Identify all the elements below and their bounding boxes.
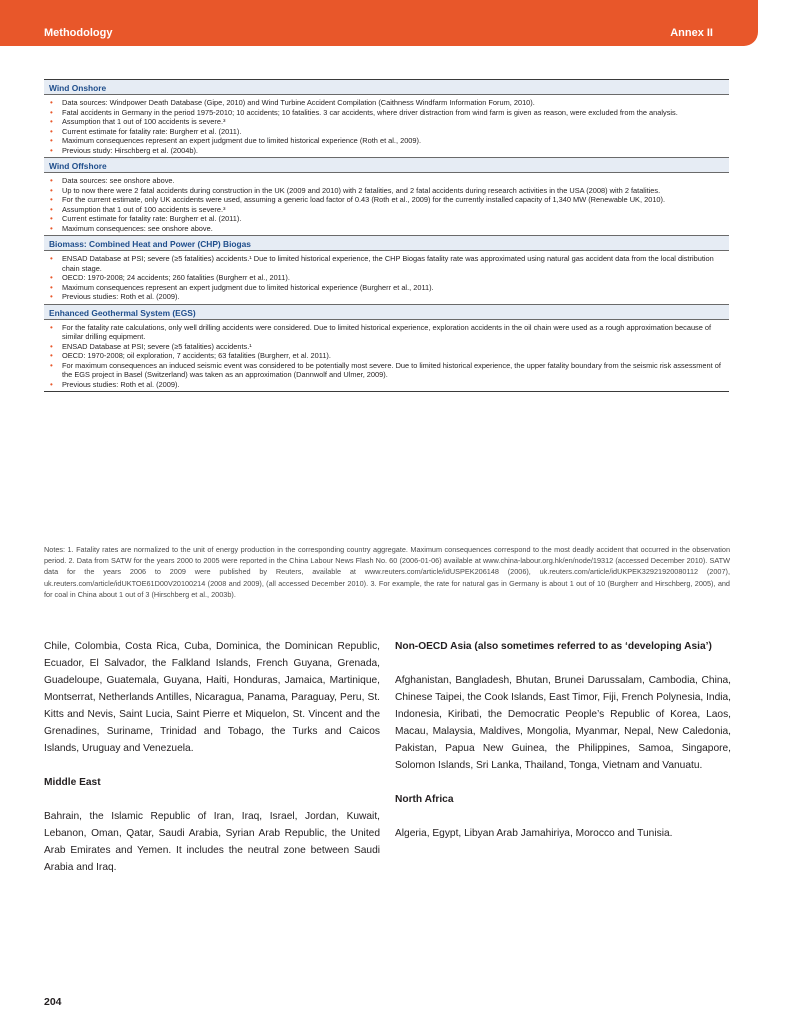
latin-america-countries: Chile, Colombia, Costa Rica, Cuba, Dominica, the Dominican Republic, Ecuador, El Salvador, the Falkland Islands, French Guyana, Grenada, Guadeloupe, Guatemala, Guyana, Haiti, Honduras, Jamaica, Martinique, Montserrat, Netherlands Antilles, Nicaragua, Panama, Paraguay, Peru, St. Kitts and Nevis, Saint Lucia, Saint Pierre et Miquelon, St. Vincent and the Grenadines, Suriname, Trinidad and Tobago, the Turks and Caicos Islands, Uruguay and Venezuela. xyxy=(44,641,380,754)
table-notes: Notes: 1. Fatality rates are normalized to the unit of energy production in the corresponding country aggregate. Maximum consequences correspond to the most deadly accident that occurred in the observation period. 2. Data from SATW for the years 2000 to 2005 were reported in the China Labour News Flash No. 60 (2006-01-06) available at www.china-labour.org.hk/en/node/19312 (accessed December 2010). SATW data for the years 2006 to 2009 were published by Reuters, available at www.reuters.com/article/idUSPEK206148 (2006), uk.reuters.com/article/idUKPEK32921920080112 (2007), uk.reuters.com/article/idUKTOE61D00V20100214 (2008 and 2009), (all accessed December 2010). 3. For example, the rate for natural gas in Germany is about 1 out of 10 (Burgherr and Hirschberg, 2005), and for coal in China about 1 out of 3 (Hirschberg et al., 2003b). xyxy=(44,545,730,599)
section-title-egs: Enhanced Geothermal System (EGS) xyxy=(44,304,729,320)
header-section-label: Methodology xyxy=(44,27,113,39)
section-list-wind-onshore xyxy=(44,95,729,157)
middle-east-countries: Bahrain, the Islamic Republic of Iran, Iraq, Israel, Jordan, Kuwait, Lebanon, Oman, Qatar, Saudi Arabia, Syrian Arab Republic, the United Arab Emirates and Yemen. It includes the neutral zone between Saudi Arabia and Iraq. xyxy=(44,811,380,873)
section-title-biomass-chp: Biomass: Combined Heat and Power (CHP) Biogas xyxy=(44,235,729,251)
list-item: • For maximum consequences an induced seismic event was considered to be potentially most severe. Due to limited historical experience, the upper fatality boundary from the seismic risk assessment of the EGS project in Basel (Switzerland) was taken as an approximation (Dannwolf and Ulmer, 2009). xyxy=(44,361,729,380)
section-list-biomass-chp xyxy=(44,251,729,304)
list-item: • Maximum consequences represent an expert judgment due to limited historical experience (Roth et al., 2009). xyxy=(44,136,729,146)
non-oecd-asia-heading: Non-OECD Asia (also sometimes referred to as ‘developing Asia’) xyxy=(395,641,712,652)
list-item: • Maximum consequences represent an expert judgment due to limited historical experience (Burgherr et al., 2011). xyxy=(44,283,729,293)
middle-east-heading: Middle East xyxy=(44,777,101,788)
north-africa-heading: North Africa xyxy=(395,794,454,805)
north-africa-countries: Algeria, Egypt, Libyan Arab Jamahiriya, Morocco and Tunisia. xyxy=(395,828,673,839)
methodology-table xyxy=(44,79,729,392)
left-column xyxy=(44,638,380,876)
list-item: • Data sources: see onshore above. xyxy=(44,176,729,186)
list-item: • Assumption that 1 out of 100 accidents is severe.³ xyxy=(44,117,729,127)
non-oecd-asia-countries: Afghanistan, Bangladesh, Bhutan, Brunei Darussalam, Cambodia, China, Chinese Taipei, the Cook Islands, East Timor, Fiji, French Polynesia, India, Indonesia, Kiribati, the Democratic People’s Republic of Korea, Laos, Macau, Malaysia, Maldives, Mongolia, Myanmar, Nepal, New Caledonia, Pakistan, Papua New Guinea, the Philippines, Samoa, Singapore, Solomon Islands, Sri Lanka, Thailand, Tonga, Vietnam and Vanuatu. xyxy=(395,675,731,771)
list-item: • Previous studies: Roth et al. (2009). xyxy=(44,380,729,390)
list-item: • Data sources: Windpower Death Database (Gipe, 2010) and Wind Turbine Accident Compilation (Caithness Windfarm Information Forum, 2010). xyxy=(44,98,729,108)
section-list-wind-offshore xyxy=(44,173,729,235)
list-item: • For the fatality rate calculations, only well drilling accidents were considered. Due to limited historical experience, exploration accidents in the oil chain were used as a rough approximation because of similar drilling equipment. xyxy=(44,323,729,342)
section-list-egs xyxy=(44,320,729,392)
list-item: • Assumption that 1 out of 100 accidents is severe.³ xyxy=(44,205,729,215)
list-item: • OECD: 1970-2008; oil exploration, 7 accidents; 63 fatalities (Burgherr, et al. 2011). xyxy=(44,351,729,361)
section-title-wind-onshore: Wind Onshore xyxy=(44,79,729,95)
list-item: • Previous study: Hirschberg et al. (2004b). xyxy=(44,146,729,156)
section-title-wind-offshore: Wind Offshore xyxy=(44,157,729,173)
list-item: • Up to now there were 2 fatal accidents during construction in the UK (2009 and 2010) with 2 fatalities, and 2 fatal accidents during research activities in the USA (2008) with 2 fatalities. xyxy=(44,186,729,196)
header-annex-label: Annex II xyxy=(670,27,713,39)
list-item: • For the current estimate, only UK accidents were used, assuming a generic load factor of 0.43 (Roth et al., 2009) for the currently installed capacity of 1,340 MW (Renewable UK, 2010). xyxy=(44,195,729,205)
page-header xyxy=(0,0,758,46)
list-item: • OECD: 1970-2008; 24 accidents; 260 fatalities (Burgherr et al., 2011). xyxy=(44,273,729,283)
list-item: • Current estimate for fatality rate: Burgherr et al. (2011). xyxy=(44,127,729,137)
right-column xyxy=(395,638,731,842)
list-item: • Previous studies: Roth et al. (2009). xyxy=(44,292,729,302)
list-item: • Maximum consequences: see onshore above. xyxy=(44,224,729,234)
table-bottom-rule xyxy=(44,391,729,392)
list-item: • ENSAD Database at PSI; severe (≥5 fatalities) accidents.¹ xyxy=(44,342,729,352)
list-item: • Fatal accidents in Germany in the period 1975-2010; 10 accidents; 10 fatalities. 3 car accidents, where driver distraction from wind farm is given as reason, were excluded from the analysis. xyxy=(44,108,729,118)
list-item: • Current estimate for fatality rate: Burgherr et al. (2011). xyxy=(44,214,729,224)
page-number: 204 xyxy=(44,996,62,1008)
list-item: • ENSAD Database at PSI; severe (≥5 fatalities) accidents.¹ Due to limited historical experience, the CHP Biogas fatality rate was approximated using natural gas accident data from the local distribution chain stage. xyxy=(44,254,729,273)
